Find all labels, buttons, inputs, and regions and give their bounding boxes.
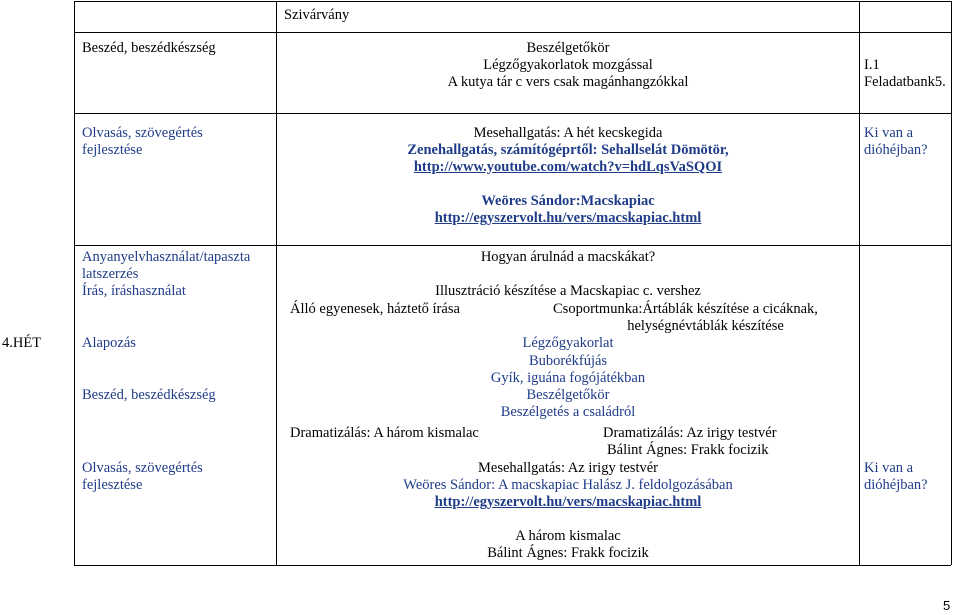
resource-name: Feladatbank5. xyxy=(864,74,946,90)
activity-text: Zenehallgatás, számítógéprtől: Sehallselát Dömötör, xyxy=(407,142,729,158)
area-label-speech: Beszéd, beszédkészség xyxy=(82,387,216,403)
resource-text: dióhéjban? xyxy=(864,142,928,158)
area-label-writing: Írás, íráshasználat xyxy=(82,283,186,299)
activity-text: Dramatizálás: A három kismalac xyxy=(290,425,479,441)
table-left-border xyxy=(74,1,75,565)
activity-text: Beszélgetés a családról xyxy=(500,404,636,420)
column-divider-2 xyxy=(859,1,860,565)
activity-text: Gyík, iguána fogójátékban xyxy=(490,370,646,386)
row-divider-3 xyxy=(74,245,951,246)
resource-text: dióhéjban? xyxy=(864,477,928,493)
page-number: 5 xyxy=(943,598,951,613)
area-label-speech: Beszéd, beszédkészség xyxy=(82,40,216,56)
table-top-border xyxy=(74,1,951,2)
activity-text: helységnévtáblák készítése xyxy=(627,318,784,334)
activity-text: Csoportmunka:Ártáblák készítése a cicáknak, xyxy=(553,301,818,317)
row-divider-1 xyxy=(74,32,951,33)
activity-text: Weöres Sándor: A macskapiac Halász J. feldolgozásában xyxy=(403,477,733,493)
poem-link[interactable]: http://egyszervolt.hu/vers/macskapiac.html xyxy=(434,210,702,226)
area-label-reading: fejlesztése xyxy=(82,142,143,158)
activity-text: Beszélgetőkör xyxy=(526,40,610,56)
area-label-reading: Olvasás, szövegértés xyxy=(82,460,203,476)
activity-text: Hogyan árulnád a macskákat? xyxy=(480,249,656,265)
activity-text: Légzőgyakorlatok mozgással xyxy=(483,57,653,73)
resource-text: Ki van a xyxy=(864,460,914,476)
video-link[interactable]: http://www.youtube.com/watch?v=hdLqsVaSQOI xyxy=(413,159,723,175)
activity-text: Illusztráció készítése a Macskapiac c. vershez xyxy=(435,283,701,299)
area-label-language: latszerzés xyxy=(82,266,139,282)
area-label-reading: Olvasás, szövegértés xyxy=(82,125,203,141)
activity-text: Bálint Ágnes: Frakk focizik xyxy=(607,442,769,458)
activity-text: A kutya tár c vers csak magánhangzókkal xyxy=(447,74,689,90)
theme-title: Szivárvány xyxy=(284,7,350,23)
activity-text: Álló egyenesek, háztető írása xyxy=(290,301,460,317)
activity-text: Légzőgyakorlat xyxy=(522,335,614,351)
row-divider-2 xyxy=(74,113,951,114)
activity-text: Bálint Ágnes: Frakk focizik xyxy=(487,545,649,561)
poem-title: Weöres Sándor:Macskapiac xyxy=(481,193,655,209)
activity-text: Mesehallgatás: A hét kecskegida xyxy=(473,125,663,141)
activity-text: A három kismalac xyxy=(515,528,621,544)
poem-link[interactable]: http://egyszervolt.hu/vers/macskapiac.html xyxy=(434,494,702,510)
resource-code: I.1 xyxy=(864,57,880,73)
activity-text: Beszélgetőkör xyxy=(526,387,610,403)
week-label: 4.HÉT xyxy=(2,335,42,351)
resource-text: Ki van a xyxy=(864,125,914,141)
column-divider-3 xyxy=(951,1,952,565)
activity-text: Mesehallgatás: Az irigy testvér xyxy=(478,460,658,476)
table-bottom-border xyxy=(74,565,951,566)
activity-text: Buborékfújás xyxy=(528,353,608,369)
activity-text: Dramatizálás: Az irigy testvér xyxy=(603,425,777,441)
area-label-language: Anyanyelvhasználat/tapaszta xyxy=(82,249,251,265)
area-label-foundation: Alapozás xyxy=(82,335,136,351)
area-label-reading: fejlesztése xyxy=(82,477,143,493)
